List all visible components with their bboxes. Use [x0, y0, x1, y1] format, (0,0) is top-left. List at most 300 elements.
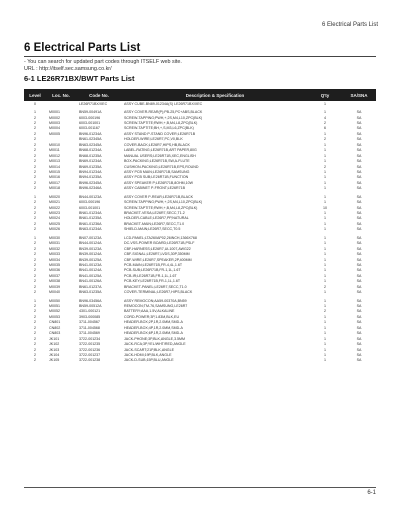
- cell-loc: CN801: [49, 320, 61, 325]
- table-row: [24, 347, 376, 352]
- cell-loc: JK104: [49, 352, 60, 357]
- cell-sa: SA: [356, 180, 362, 185]
- cell-level: 2: [34, 309, 36, 314]
- cell-sa: SA: [356, 164, 362, 169]
- cell-loc: M0018: [49, 186, 60, 191]
- table-row: [24, 262, 376, 267]
- cell-code: 6003-000196: [79, 200, 101, 205]
- cell-sa: SA: [356, 342, 362, 347]
- cell-desc: SCREW-TAPTITE;BH,+,S,M3,L6,ZPC(BLK): [124, 126, 194, 131]
- intro-line-2: URL : http://itself.sec.samsung.co.kr/: [24, 66, 112, 72]
- cell-level: 2: [34, 227, 36, 232]
- cell-sa: SA: [356, 290, 362, 295]
- cell-loc: M0017: [49, 180, 60, 185]
- cell-code: 3903-000085: [79, 314, 101, 319]
- cell-qty: 1: [324, 252, 326, 257]
- cell-level: 2: [34, 268, 36, 273]
- table-row: [24, 115, 376, 120]
- cell-level: 2: [34, 290, 36, 295]
- table-row: [24, 221, 376, 226]
- cell-desc: CORD-POWER;3P,1.83M,BLK,EU: [124, 314, 180, 319]
- cell-desc: ASSY STAND P-STAND COVER;LE26R71B: [124, 131, 196, 136]
- cell-desc: PCB-KEY;LE26R71B,FR-1,1L,1.6T: [124, 279, 181, 284]
- section-subtitle: 6-1 LE26R71BX/BWT Parts List: [24, 74, 135, 83]
- cell-qty: 1: [324, 235, 326, 240]
- cell-sa: SA: [356, 153, 362, 158]
- table-row: [24, 341, 376, 346]
- cell-desc: JACK-PHONE;3P,BLK,ANGLE,3.5MM: [124, 336, 186, 341]
- cell-desc: HOLDER-CABLE;LE26R7,PP,NATURAL: [124, 216, 189, 221]
- table-row: [24, 137, 376, 142]
- cell-qty: 1: [324, 257, 326, 262]
- cell-level: 2: [34, 153, 36, 158]
- cell-level: 2: [34, 246, 36, 251]
- cell-sa: SA: [356, 235, 362, 240]
- cell-loc: M0025: [49, 221, 60, 226]
- cell-level: 2: [34, 126, 36, 131]
- cell-desc: BATTERY;AAA,1.5V,ALKALINE: [124, 309, 175, 314]
- cell-level: 2: [34, 159, 36, 164]
- cell-loc: CN802: [49, 325, 61, 330]
- cell-desc: BOX-PACKING;LE26R71B,SW,A-FLUTE: [124, 159, 190, 164]
- table-row: [24, 210, 376, 215]
- table-row: [24, 109, 376, 114]
- table-row: [24, 325, 376, 330]
- cell-level: 2: [34, 347, 36, 352]
- cell-sa: SA: [356, 257, 362, 262]
- cell-code: 3722-001238: [79, 358, 101, 363]
- cell-level: 2: [34, 164, 36, 169]
- cell-sa: SA: [356, 216, 362, 221]
- cell-sa: SA: [356, 241, 362, 246]
- cell-level: 2: [34, 352, 36, 357]
- cell-qty: 1: [324, 320, 326, 325]
- cell-desc: REMOCON;TM-76,SAMSUNG,LE26R7: [124, 304, 188, 309]
- cell-sa: SA: [356, 131, 362, 136]
- cell-code: BN63-02345A: [79, 142, 102, 147]
- cell-qty: 1: [324, 290, 326, 295]
- table-row: [24, 246, 376, 251]
- cell-code: 6003-001167: [79, 126, 100, 131]
- col-desc: Description & Specification: [185, 92, 245, 98]
- running-header: 6 Electrical Parts List: [321, 22, 378, 28]
- cell-code: 3711-004568: [79, 325, 100, 330]
- col-qty: Q'ty: [320, 92, 330, 98]
- cell-sa: SA: [356, 358, 362, 363]
- cell-loc: JK105: [49, 358, 60, 363]
- table-row: [24, 199, 376, 204]
- cell-qty: 1: [324, 221, 326, 226]
- cell-desc: JACK-RCA;3P,YEL/WHT/RED,ANGLE: [124, 342, 186, 347]
- cell-level: 2: [34, 200, 36, 205]
- cell-sa: SA: [356, 221, 362, 226]
- cell-qty: 1: [324, 352, 326, 357]
- cell-qty: 1: [324, 216, 326, 221]
- cell-level: 2: [34, 284, 36, 289]
- cell-loc: M0040: [49, 290, 60, 295]
- cell-qty: 1: [324, 336, 326, 341]
- cell-loc: M0038: [49, 279, 60, 284]
- cell-qty: 1: [324, 180, 326, 185]
- cell-code: BN59-00491A: [79, 110, 102, 115]
- cell-sa: SA: [356, 347, 362, 352]
- cell-qty: 1: [324, 304, 326, 309]
- cell-qty: 2: [324, 121, 326, 126]
- cell-qty: 1: [324, 200, 326, 205]
- cell-desc: LABEL-RATING;LE26R71B,ART PAPER,80G: [124, 148, 197, 153]
- cell-qty: 1: [324, 148, 326, 153]
- cell-desc: BRACKET-PANEL;LE26R7,SECC,T1.0: [124, 284, 187, 289]
- cell-qty: 1: [324, 331, 326, 336]
- cell-sa: SA: [356, 252, 362, 257]
- cell-desc: CBF-SIGNAL;LE26R7,LVDS,30P,350MM: [124, 252, 190, 257]
- cell-desc: PCB-IR;LE26R71B,FR-1,1L,1.6T: [124, 273, 177, 278]
- cell-level: 2: [34, 279, 36, 284]
- cell-loc: M0034: [49, 257, 60, 262]
- cell-qty: 4: [324, 115, 326, 120]
- cell-code: BN41-00123A: [79, 262, 102, 267]
- table-row: [24, 101, 376, 106]
- cell-desc: CBF-HARNESS;LE26R7,UL1007,AWG22: [124, 246, 191, 251]
- cell-code: BN68-01235A: [79, 153, 102, 158]
- cell-level: 2: [34, 121, 36, 126]
- cell-level: 2: [34, 262, 36, 267]
- cell-desc: ASSY SPEAKER P;LE26R71B,8OHM,10W: [124, 180, 194, 185]
- cell-desc: CBF-WIRE;LE26R7,SPEAKER,2P,400MM: [124, 257, 192, 262]
- cell-loc: M0035: [49, 262, 60, 267]
- table-row: [24, 180, 376, 185]
- cell-level: 2: [34, 331, 36, 336]
- cell-level: 2: [34, 211, 36, 216]
- page-title: 6 Electrical Parts List: [24, 42, 141, 54]
- cell-code: BN61-01234A: [79, 211, 102, 216]
- cell-loc: M0016: [49, 175, 60, 180]
- table-row: [24, 358, 376, 363]
- cell-code: BN96-02345A: [79, 180, 102, 185]
- cell-loc: M0052: [49, 309, 60, 314]
- intro-line-1: - You can search for updated part codes through ITSELF web site.: [24, 59, 182, 65]
- cell-qty: 2: [324, 137, 326, 142]
- cell-code: 3711-004567: [79, 320, 100, 325]
- cell-qty: 2: [324, 284, 326, 289]
- table-row: [24, 257, 376, 262]
- cell-code: 6003-001001: [79, 205, 101, 210]
- cell-level: 2: [34, 221, 36, 226]
- cell-level: 2: [34, 358, 36, 363]
- cell-loc: JK101: [49, 336, 60, 341]
- cell-desc: SCREW-TAPPING;PWH,+,2S,M4,L10,ZPC(BLK): [124, 200, 203, 205]
- cell-qty: 2: [324, 164, 326, 169]
- cell-loc: M0053: [49, 314, 60, 319]
- cell-loc: M0001: [49, 110, 60, 115]
- cell-sa: SA: [356, 325, 362, 330]
- cell-sa: SA: [356, 273, 362, 278]
- cell-desc: ASSY CABINET P-FRONT;LE26R71B: [124, 186, 185, 191]
- cell-code: BN68-01234A: [79, 148, 102, 153]
- cell-sa: SA: [356, 211, 362, 216]
- table-row: [24, 279, 376, 284]
- cell-qty: 1: [324, 142, 326, 147]
- cell-desc: COVER-BACK;LE26R7,HIPS,HB,BLACK: [124, 142, 190, 147]
- cell-qty: 1: [324, 314, 326, 319]
- cell-sa: SA: [356, 194, 362, 199]
- cell-level: 2: [34, 342, 36, 347]
- table-row: [24, 298, 376, 303]
- cell-desc: ASSY REMOCON;AA59-00370A,BN59: [124, 298, 187, 303]
- cell-code: BN59-00512A: [79, 304, 102, 309]
- cell-loc: JK103: [49, 347, 60, 352]
- parts-table: [24, 89, 376, 363]
- cell-code: BN63-01235A: [79, 290, 102, 295]
- cell-sa: SA: [356, 148, 362, 153]
- cell-code: BN94-01234A: [79, 169, 102, 174]
- table-row: [24, 251, 376, 256]
- cell-qty: 1: [324, 153, 326, 158]
- cell-desc: BRACKET-VESA;LE26R7,SECC,T1.2: [124, 211, 185, 216]
- cell-sa: SA: [356, 205, 362, 210]
- cell-code: 3722-001235: [79, 342, 101, 347]
- cell-sa: SA: [356, 336, 362, 341]
- cell-desc: ASSY PCB MAIN;LE26R71B,SAMSUNG: [124, 169, 190, 174]
- col-sa: SA/SNA: [350, 92, 368, 98]
- cell-desc: JACK-SCART;21P,BLK,ANGLE: [124, 347, 175, 352]
- cell-code: LE26R71BX/XEC: [79, 101, 108, 106]
- cell-loc: M0003: [49, 121, 60, 126]
- cell-desc: ASSY COVER-REAR(P);PB-25,PC+ABS,BLACK: [124, 110, 203, 115]
- cell-loc: M0014: [49, 164, 60, 169]
- table-row: [24, 175, 376, 180]
- cell-desc: PCB-MAIN;LE26R71B,FR-4,4L,1.6T: [124, 262, 183, 267]
- cell-sa: SA: [356, 227, 362, 232]
- cell-level: 1: [34, 110, 36, 115]
- cell-level: 2: [34, 314, 36, 319]
- cell-level: 1: [34, 298, 36, 303]
- cell-level: 2: [34, 241, 36, 246]
- table-header: [24, 89, 376, 101]
- cell-qty: 1: [324, 194, 326, 199]
- cell-desc: BRACKET-MAIN;LE26R7,SECC,T1.0: [124, 221, 185, 226]
- table-row: [24, 331, 376, 336]
- cell-code: BN61-01236A: [79, 221, 102, 226]
- cell-code: BN96-02346A: [79, 186, 102, 191]
- cell-desc: SHIELD-MAIN;LE26R7,SECC,T0.5: [124, 227, 181, 232]
- col-code: Code No.: [89, 92, 109, 98]
- cell-code: 3722-001234: [79, 336, 101, 341]
- cell-level: 2: [34, 252, 36, 257]
- cell-sa: SA: [356, 309, 362, 314]
- cell-qty: 1: [324, 273, 326, 278]
- cell-sa: SA: [356, 126, 362, 131]
- cell-level: 2: [34, 175, 36, 180]
- cell-code: BN61-02345A: [79, 137, 102, 142]
- table-row: [24, 142, 376, 147]
- cell-level: 1: [34, 235, 36, 240]
- cell-code: 3722-001236: [79, 347, 101, 352]
- cell-code: BN69-01235A: [79, 164, 102, 169]
- cell-level: 2: [34, 205, 36, 210]
- cell-sa: SA: [356, 320, 362, 325]
- cell-qty: 1: [324, 101, 326, 106]
- cell-desc: LCD-PANEL;LTA260AP02,26INCH,1366X768: [124, 235, 197, 240]
- cell-level: 2: [34, 142, 36, 147]
- cell-code: BN69-01234A: [79, 159, 102, 164]
- cell-qty: 1: [324, 241, 326, 246]
- table-row: [24, 241, 376, 246]
- cell-level: 2: [34, 180, 36, 185]
- table-row: [24, 216, 376, 221]
- cell-loc: M0033: [49, 252, 60, 257]
- cell-code: 3722-001237: [79, 352, 101, 357]
- cell-loc: M0036: [49, 268, 60, 273]
- table-row: [24, 131, 376, 136]
- table-row: [24, 169, 376, 174]
- table-row: [24, 352, 376, 357]
- cell-level: 2: [34, 137, 36, 142]
- cell-qty: 1: [324, 246, 326, 251]
- cell-code: BN96-01234A: [79, 131, 102, 136]
- cell-code: BN39-00125A: [79, 257, 102, 262]
- cell-loc: M0022: [49, 205, 60, 210]
- cell-sa: SA: [356, 200, 362, 205]
- cell-loc: M0005: [49, 131, 60, 136]
- cell-sa: SA: [356, 279, 362, 284]
- cell-sa: SA: [356, 331, 362, 336]
- cell-loc: JK102: [49, 342, 60, 347]
- cell-desc: PCB-SUB;LE26R71B,FR-1,1L,1.6T: [124, 268, 181, 273]
- cell-code: BN41-00125A: [79, 273, 102, 278]
- cell-desc: MANUAL USERS;LE26R71B,XEC,ENGLISH: [124, 153, 196, 158]
- table-row: [24, 153, 376, 158]
- cell-level: 2: [34, 186, 36, 191]
- table-row: [24, 289, 376, 294]
- cell-qty: 1: [324, 159, 326, 164]
- cell-loc: M0037: [49, 273, 60, 278]
- cell-sa: SA: [356, 298, 362, 303]
- cell-sa: SA: [356, 110, 362, 115]
- cell-code: 3711-004569: [79, 331, 100, 336]
- cell-level: 2: [34, 115, 36, 120]
- footer-rule: [24, 487, 376, 488]
- cell-code: 4301-000121: [79, 309, 101, 314]
- cell-desc: HEADER-BOX;4P,1R,2.0MM,SMD-A: [124, 325, 183, 330]
- cell-level: 2: [34, 257, 36, 262]
- table-row: [24, 336, 376, 341]
- cell-desc: SCREW-TAPPING;PWH,+,2S,M4,L10,ZPC(BLK): [124, 115, 203, 120]
- cell-code: BN39-00124A: [79, 252, 102, 257]
- cell-loc: M0024: [49, 216, 60, 221]
- cell-code: BN96-03456A: [79, 298, 102, 303]
- cell-loc: M0015: [49, 169, 60, 174]
- cell-desc: JACK-HDMI;19P,BLK,ANGLE: [124, 352, 172, 357]
- table-row: [24, 284, 376, 289]
- cell-loc: M0002: [49, 115, 60, 120]
- cell-level: 2: [34, 336, 36, 341]
- cell-level: 2: [34, 325, 36, 330]
- page-number: 6-1: [367, 490, 376, 496]
- cell-qty: 1: [324, 131, 326, 136]
- cell-code: BN61-01237A: [79, 284, 102, 289]
- cell-qty: 1: [324, 110, 326, 115]
- cell-sa: SA: [356, 169, 362, 174]
- cell-code: 6003-000196: [79, 115, 101, 120]
- cell-sa: SA: [356, 142, 362, 147]
- cell-desc: HOLDER-WIRE;LE26R7,PC,V0,BLK: [124, 137, 183, 142]
- cell-qty: 1: [324, 342, 326, 347]
- cell-code: BN94-01235A: [79, 175, 102, 180]
- cell-level: 0: [34, 101, 36, 106]
- cell-loc: M0011: [49, 148, 60, 153]
- cell-desc: HEADER-BOX;6P,1R,2.0MM,SMD-A: [124, 331, 183, 336]
- col-loc: Loc. No.: [52, 92, 70, 98]
- cell-level: 2: [34, 169, 36, 174]
- cell-code: BN44-00123A: [79, 194, 102, 199]
- cell-code: BN63-01234A: [79, 227, 102, 232]
- table-row: [24, 158, 376, 163]
- cell-qty: 1: [324, 175, 326, 180]
- cell-code: BN07-00123A: [79, 235, 102, 240]
- cell-loc: M0010: [49, 142, 60, 147]
- cell-sa: SA: [356, 268, 362, 273]
- table-row: [24, 309, 376, 314]
- cell-loc: M0050: [49, 298, 60, 303]
- table-row: [24, 164, 376, 169]
- cell-loc: M0031: [49, 241, 60, 246]
- cell-sa: SA: [356, 352, 362, 357]
- cell-sa: SA: [356, 137, 362, 142]
- cell-desc: ASSY COVER P-REAR;LE26R71B,BLACK: [124, 194, 194, 199]
- cell-desc: HEADER-BOX;2P,1R,2.0MM,SMD-A: [124, 320, 183, 325]
- cell-sa: SA: [356, 186, 362, 191]
- cell-desc: DC-VSS-POWER BOARD;LE26R71B,PSLF: [124, 241, 195, 246]
- cell-code: BN39-00123A: [79, 246, 102, 251]
- cell-sa: SA: [356, 121, 362, 126]
- cell-level: 2: [34, 216, 36, 221]
- cell-sa: SA: [356, 115, 362, 120]
- table-body: [24, 101, 376, 363]
- cell-loc: M0021: [49, 200, 60, 205]
- cell-qty: 1: [324, 268, 326, 273]
- cell-sa: SA: [356, 314, 362, 319]
- table-row: [24, 148, 376, 153]
- cell-code: 6003-001001: [79, 121, 101, 126]
- cell-desc: COVER-TERMINAL;LE26R7,HIPS,BLACK: [124, 290, 193, 295]
- cell-qty: 1: [324, 169, 326, 174]
- table-row: [24, 120, 376, 125]
- cell-qty: 1: [324, 347, 326, 352]
- table-row: [24, 235, 376, 240]
- table-row: [24, 126, 376, 131]
- cell-desc: SCREW-TAPTITE;RWH,+,B,M4,L8,ZPC(BLK): [124, 205, 198, 210]
- cell-qty: 1: [324, 262, 326, 267]
- cell-sa: SA: [356, 304, 362, 309]
- cell-qty: 1: [324, 186, 326, 191]
- cell-code: BN44-00124A: [79, 241, 102, 246]
- cell-loc: M0012: [49, 153, 60, 158]
- cell-desc: JACK-D-SUB;15P,BLU,ANGLE: [124, 358, 174, 363]
- cell-level: 2: [34, 131, 36, 136]
- cell-loc: M0004: [49, 126, 60, 131]
- cell-sa: SA: [356, 246, 362, 251]
- cell-loc: M0039: [49, 284, 60, 289]
- cell-qty: 10: [323, 205, 327, 210]
- cell-desc: ASSY CUBE-BN89-01234A(S) LE26R71BX/XEC: [124, 101, 203, 106]
- cell-loc: M0013: [49, 159, 60, 164]
- cell-desc: CUSHION-PACKING;LE26R71B,EPS,ROUND: [124, 164, 199, 169]
- table-row: [24, 227, 376, 232]
- cell-level: 2: [34, 320, 36, 325]
- cell-loc: M0020: [49, 194, 60, 199]
- cell-sa: SA: [356, 262, 362, 267]
